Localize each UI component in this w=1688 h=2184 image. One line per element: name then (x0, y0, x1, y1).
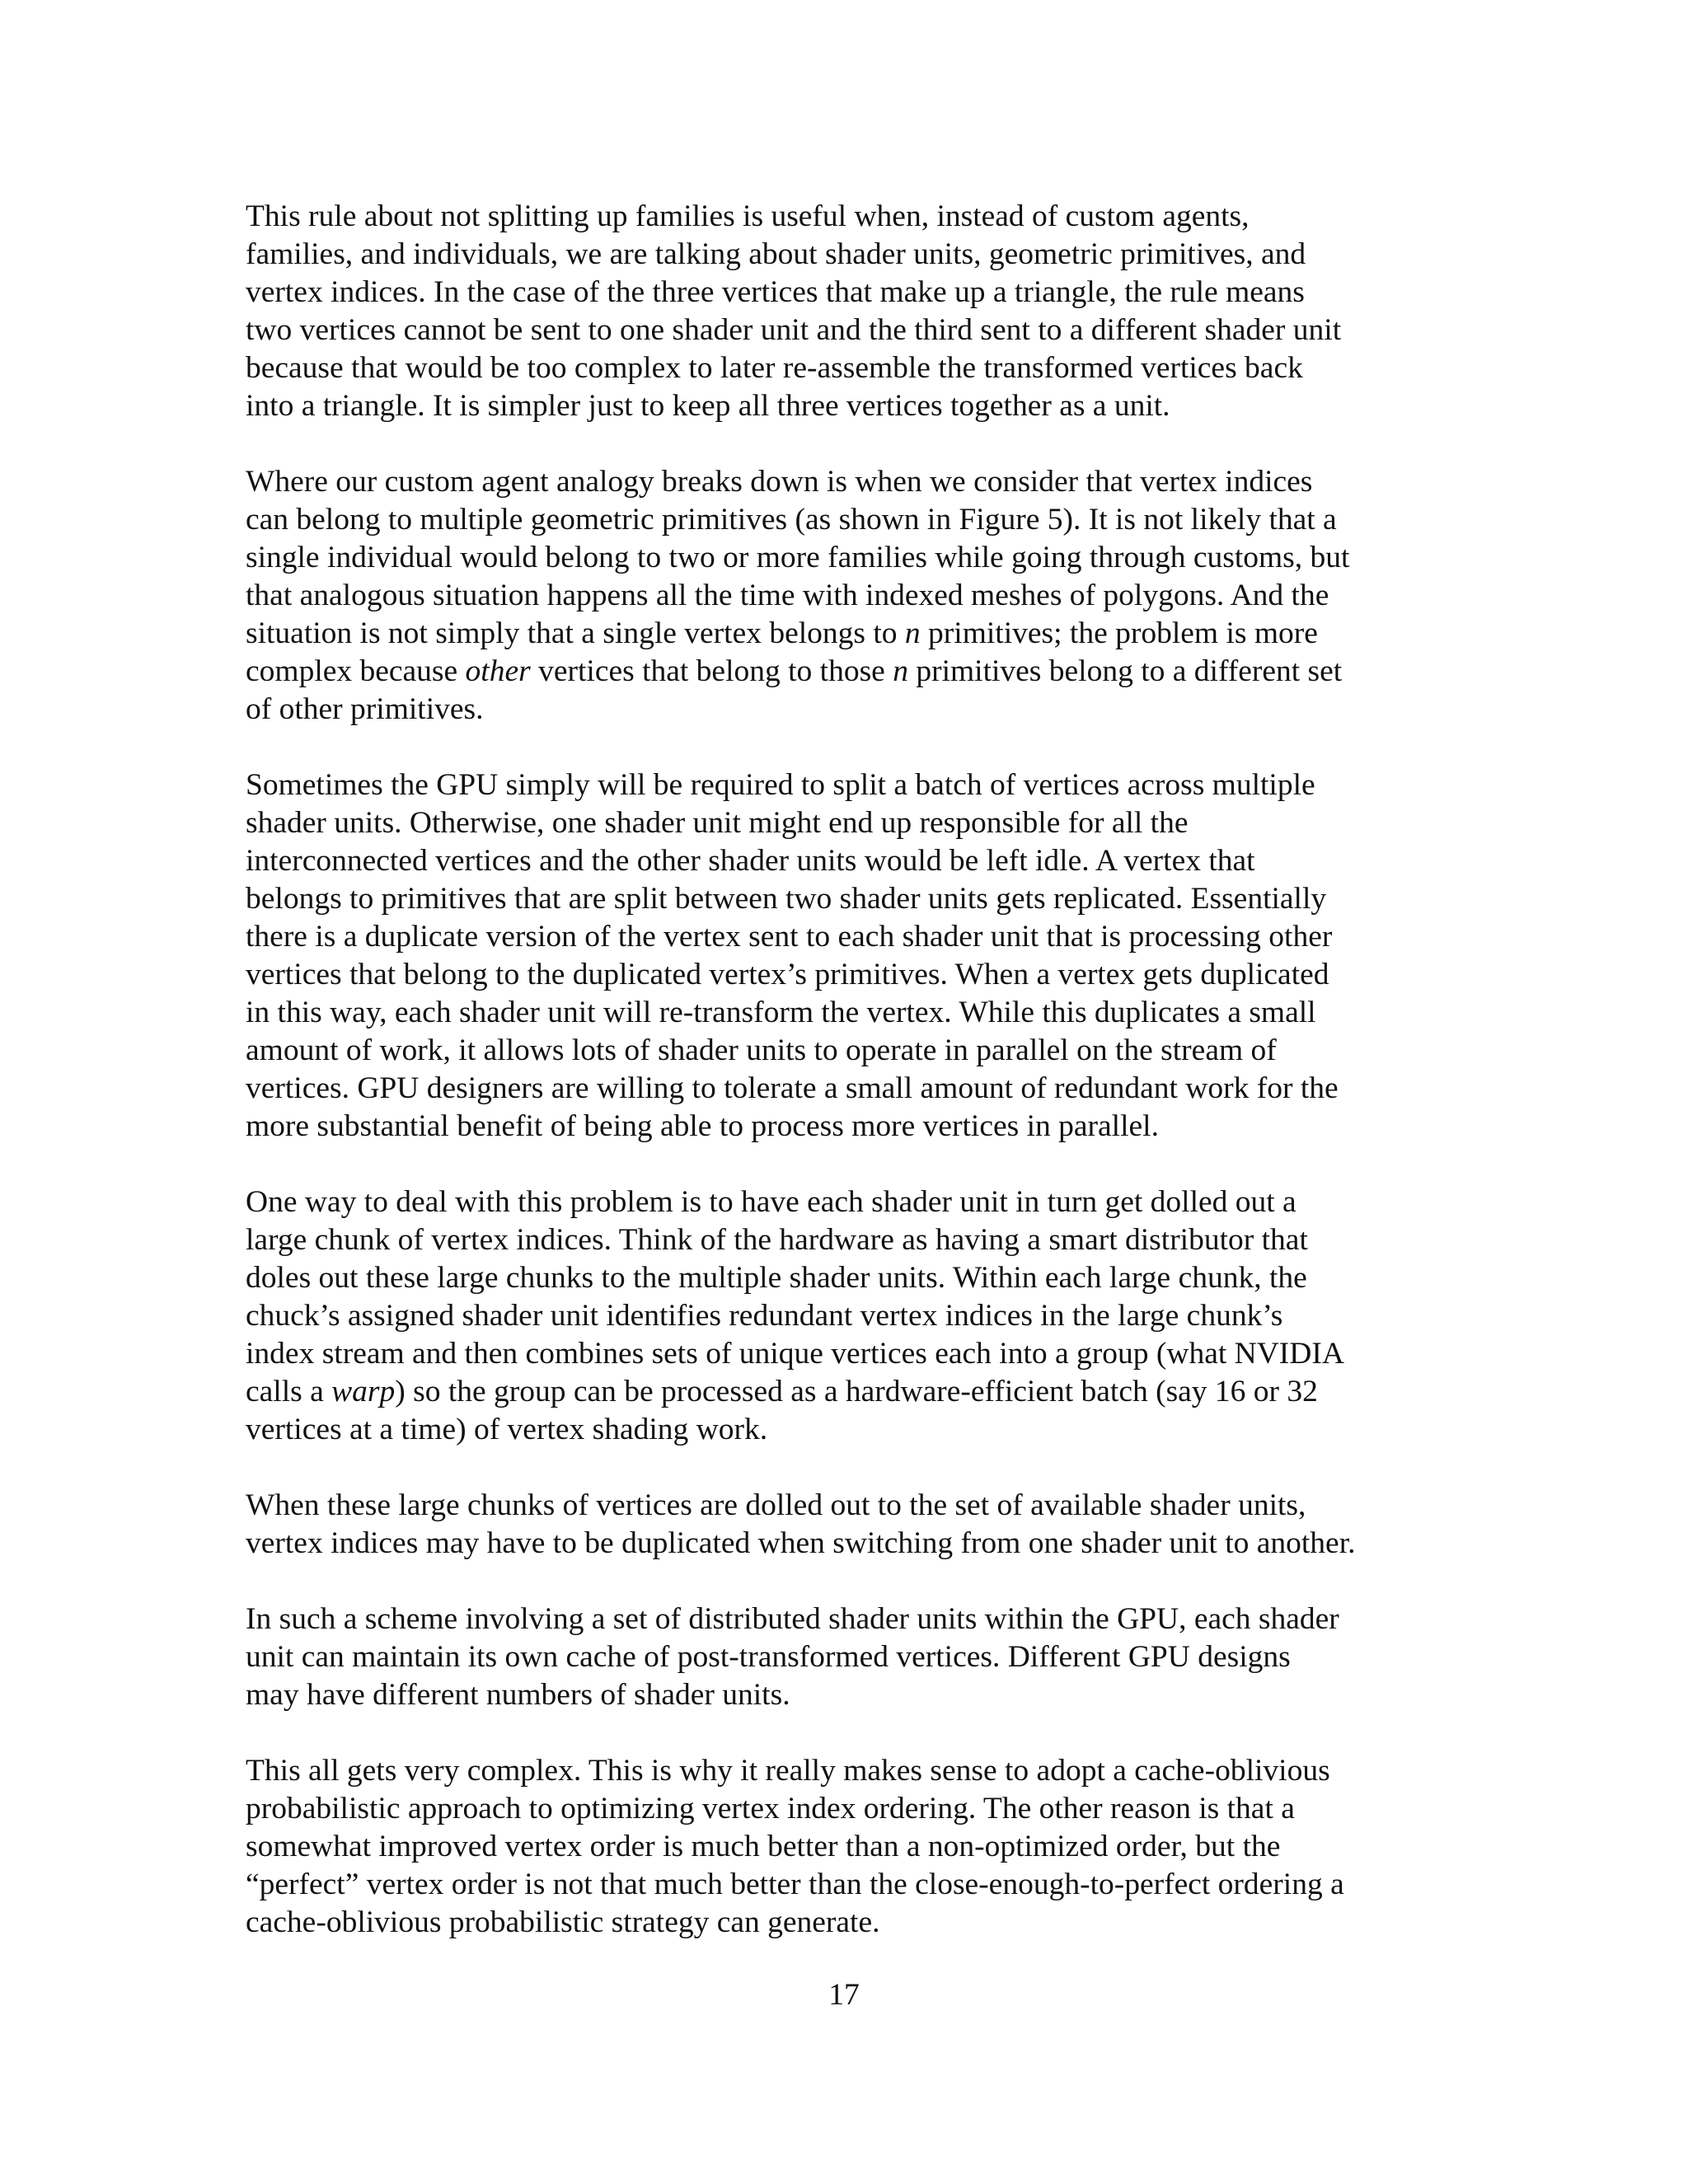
text-line: vertex indices. In the case of the three vertices that make up a triangle, the rule means (246, 275, 1305, 309)
text-line: vertex indices may have to be duplicated when switching from one shader unit to another. (246, 1526, 1356, 1560)
text-line: unit can maintain its own cache of post-transformed vertices. Different GPU designs (246, 1640, 1291, 1674)
text-line: because that would be too complex to later re-assemble the transformed vertices back (246, 351, 1303, 385)
text-line: of other primitives. (246, 692, 484, 726)
text-line: index stream and then combines sets of unique vertices each into a group (what NVIDIA (246, 1337, 1344, 1371)
text-line: vertices at a time) of vertex shading work. (246, 1413, 768, 1446)
text-line: into a triangle. It is simpler just to keep all three vertices together as a unit. (246, 389, 1170, 423)
text-line: more substantial benefit of being able to process more vertices in parallel. (246, 1109, 1159, 1143)
text-line: shader units. Otherwise, one shader unit might end up responsible for all the (246, 806, 1189, 840)
text-line: interconnected vertices and the other shader units would be left idle. A vertex that (246, 844, 1255, 878)
body-text (246, 198, 1449, 1980)
text-line: probabilistic approach to optimizing vertex index ordering. The other reason is that a (246, 1792, 1295, 1825)
text-line: This all gets very complex. This is why it really makes sense to adopt a cache-oblivious (246, 1754, 1330, 1788)
paragraph (246, 198, 1449, 425)
text-line: This rule about not splitting up families is useful when, instead of custom agents, (246, 199, 1250, 233)
text-line: single individual would belong to two or more families while going through customs, but (246, 541, 1350, 574)
text-line: belongs to primitives that are split between two shader units gets replicated. Essentially (246, 882, 1327, 916)
text-line: two vertices cannot be sent to one shader unit and the third sent to a different shader unit (246, 313, 1342, 347)
text-line: “perfect” vertex order is not that much better than the close-enough-to-perfect ordering a (246, 1868, 1344, 1901)
text-line: that analogous situation happens all the time with indexed meshes of polygons. And the (246, 579, 1329, 612)
text-line: somewhat improved vertex order is much better than a non-optimized order, but the (246, 1830, 1281, 1863)
text-line: situation is not simply that a single vertex belongs to n primitives; the problem is more (246, 616, 1318, 650)
text-line: Where our custom agent analogy breaks down is when we consider that vertex indices (246, 465, 1313, 499)
text-line: vertices that belong to the duplicated vertex’s primitives. When a vertex gets duplicated (246, 958, 1329, 991)
text-line: Sometimes the GPU simply will be required to split a batch of vertices across multiple (246, 768, 1315, 802)
text-line: chuck’s assigned shader unit identifies redundant vertex indices in the large chunk’s (246, 1299, 1283, 1333)
text-line: can belong to multiple geometric primitives (as shown in Figure 5). It is not likely that a (246, 503, 1337, 537)
text-line: complex because other vertices that belong to those n primitives belong to a different set (246, 654, 1343, 688)
paragraph (246, 463, 1449, 729)
text-line: large chunk of vertex indices. Think of the hardware as having a smart distributor that (246, 1223, 1308, 1257)
paragraph (246, 1601, 1449, 1714)
page-number: 17 (828, 1978, 860, 2012)
text-line: One way to deal with this problem is to have each shader unit in turn get dolled out a (246, 1185, 1296, 1219)
text-line: there is a duplicate version of the vertex sent to each shader unit that is processing other (246, 920, 1333, 954)
text-line: in this way, each shader unit will re-transform the vertex. While this duplicates a small (246, 996, 1316, 1029)
paragraph (246, 766, 1449, 1146)
text-line: families, and individuals, we are talking about shader units, geometric primitives, and (246, 237, 1306, 271)
paragraph (246, 1183, 1449, 1449)
text-line: When these large chunks of vertices are dolled out to the set of available shader units, (246, 1488, 1306, 1522)
text-line: may have different numbers of shader units. (246, 1678, 790, 1712)
text-line: doles out these large chunks to the multiple shader units. Within each large chunk, the (246, 1261, 1307, 1295)
text-line: cache-oblivious probabilistic strategy can generate. (246, 1905, 880, 1939)
text-line: In such a scheme involving a set of distributed shader units within the GPU, each shader (246, 1602, 1339, 1636)
paragraph (246, 1752, 1449, 1942)
text-line: calls a warp) so the group can be processed as a hardware-efficient batch (say 16 or 32 (246, 1375, 1318, 1408)
paragraph (246, 1487, 1449, 1563)
text-line: vertices. GPU designers are willing to tolerate a small amount of redundant work for the (246, 1071, 1339, 1105)
text-line: amount of work, it allows lots of shader units to operate in parallel on the stream of (246, 1033, 1277, 1067)
